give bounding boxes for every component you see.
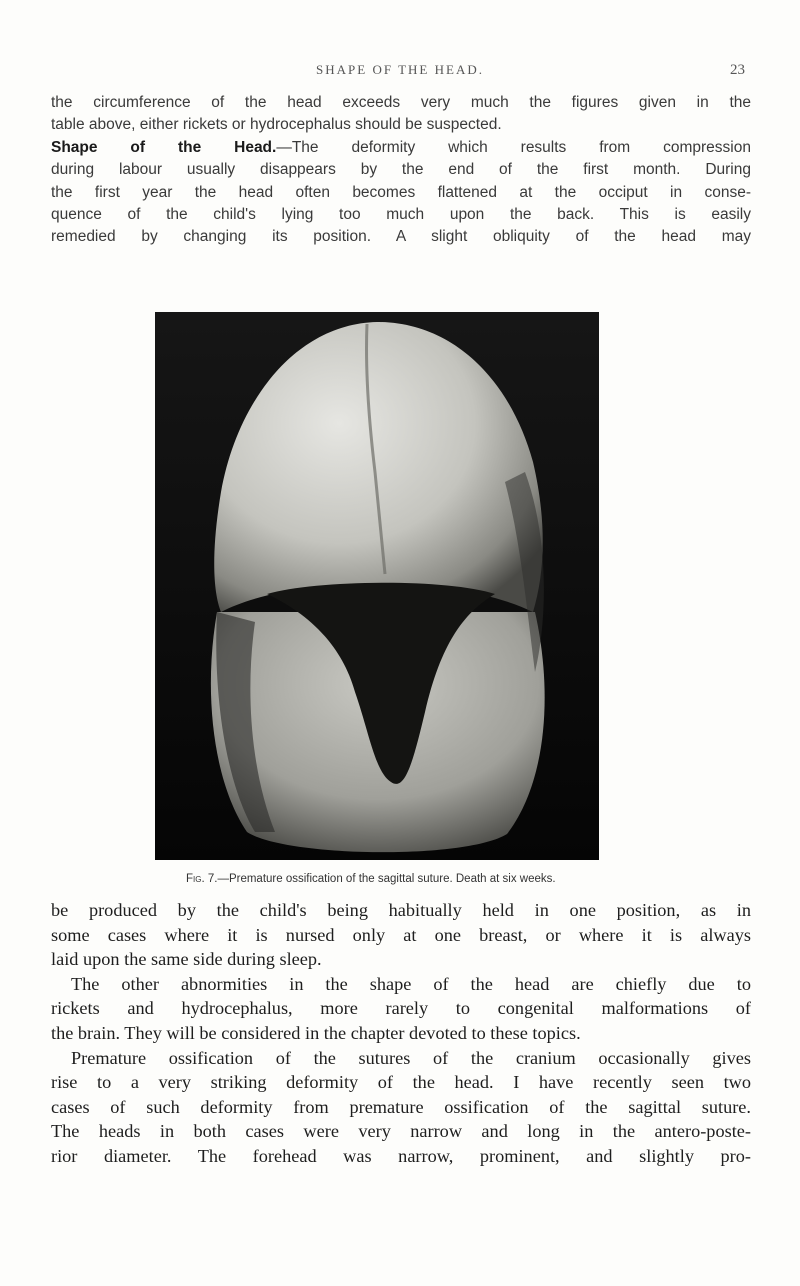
running-head: SHAPE OF THE HEAD. — [316, 62, 484, 77]
text-line: during labour usually disappears by the end of the first month. During — [51, 161, 751, 179]
figure-label: Fig. 7. — [186, 873, 218, 885]
text-line: some cases where it is nursed only at one breast, or where it is always — [51, 924, 751, 945]
text-fragment: —The deformity which results from compression — [276, 138, 751, 156]
skull-illustration — [155, 312, 599, 860]
text-line: the first year the head often becomes flattened at the occiput in conse- — [51, 183, 751, 201]
text-line: cases of such deformity from premature ossification of the sagittal suture. — [51, 1096, 751, 1117]
text-line: table above, either rickets or hydrocephalus should be suspected. — [51, 116, 502, 134]
text-line: rickets and hydrocephalus, more rarely to congenital malformations of — [51, 998, 751, 1019]
text-line: laid upon the same side during sleep. — [51, 949, 322, 970]
text-line: the circumference of the head exceeds very much the figures given in the — [51, 94, 751, 111]
text-line: quence of the child's lying too much upon the back. This is easily — [51, 206, 751, 224]
caption-text: —Premature ossification of the sagittal suture. Death at six weeks. — [217, 873, 556, 885]
text-line: Premature ossification of the sutures of the cranium occasionally gives — [71, 1047, 751, 1068]
figure-caption — [186, 873, 556, 885]
text-line: The heads in both cases were very narrow and long in the antero-poste- — [51, 1121, 751, 1142]
top-paragraphs — [51, 92, 751, 249]
text-line: remedied by changing its position. A slight obliquity of the head may — [51, 228, 751, 246]
page-number: 23 — [730, 62, 745, 78]
text-line: rior diameter. The forehead was narrow, prominent, and slightly pro- — [51, 1145, 751, 1166]
text-line: be produced by the child's being habitually held in one position, as in — [51, 900, 751, 920]
text-line: the brain. They will be considered in the chapter devoted to these topics. — [51, 1022, 581, 1043]
skull-photograph — [155, 312, 599, 860]
text-line — [51, 137, 751, 159]
bottom-paragraphs — [51, 898, 751, 1169]
section-heading: Shape of the Head. — [51, 138, 277, 156]
text-line: rise to a very striking deformity of the head. I have recently seen two — [51, 1072, 751, 1093]
text-line: The other abnormities in the shape of the head are chiefly due to — [71, 973, 751, 994]
